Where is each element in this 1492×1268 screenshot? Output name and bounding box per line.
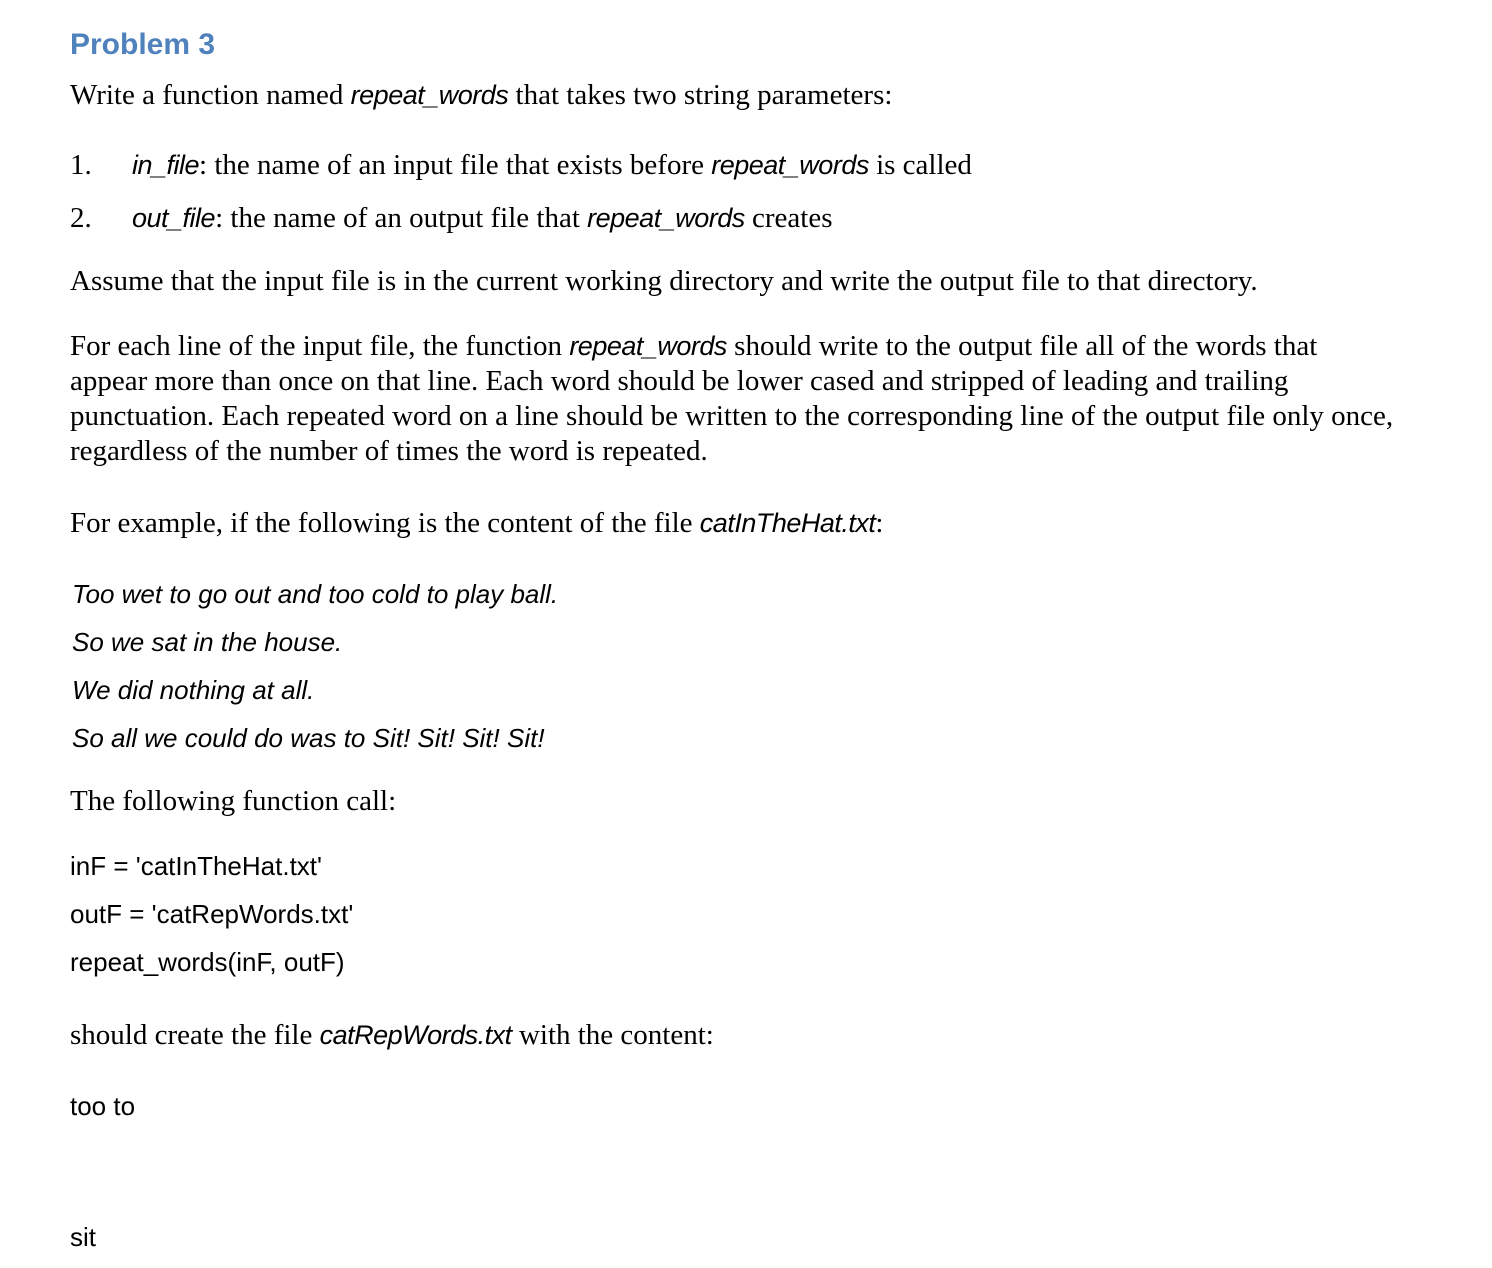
code-line: inF = 'catInTheHat.txt' bbox=[70, 851, 322, 881]
example-line: So we sat in the house. bbox=[72, 627, 343, 657]
desc-post: should write to the output file all of the words that appear more than once on that line. Each word should be lower cased and stripped of leading and trailing punctuation. Each repeated word on a line should be written to the corresponding line of the output file only once, regardless of the number of times the word is repeated. bbox=[70, 330, 1394, 467]
param-number: 2. bbox=[70, 202, 92, 234]
output-line: too to bbox=[70, 1091, 136, 1121]
call-intro: The following function call: bbox=[70, 785, 397, 817]
example-intro-pre: For example, if the following is the content of the file bbox=[70, 507, 700, 539]
desc-pre: For each line of the input file, the function bbox=[70, 330, 570, 362]
param-function-name: repeat_words bbox=[711, 150, 869, 180]
code-line: outF = 'catRepWords.txt' bbox=[70, 899, 354, 929]
intro-paragraph bbox=[70, 78, 892, 113]
param-desc: : the name of an output file that bbox=[215, 202, 588, 234]
description-paragraph bbox=[70, 329, 1400, 469]
param-post: creates bbox=[744, 202, 833, 234]
result-intro-post: with the content: bbox=[511, 1019, 714, 1051]
param-item-2 bbox=[70, 201, 833, 236]
example-line: Too wet to go out and too cold to play ball. bbox=[72, 579, 559, 609]
param-name: in_file bbox=[132, 150, 200, 180]
intro-function-name: repeat_words bbox=[350, 80, 509, 110]
param-function-name: repeat_words bbox=[587, 203, 745, 233]
param-number: 1. bbox=[70, 149, 92, 181]
example-line: We did nothing at all. bbox=[72, 675, 315, 705]
result-intro bbox=[70, 1018, 714, 1053]
example-file-name: catInTheHat.txt bbox=[699, 508, 876, 538]
output-line: sit bbox=[70, 1222, 96, 1252]
param-name: out_file bbox=[132, 203, 216, 233]
result-file-name: catRepWords.txt bbox=[319, 1020, 512, 1050]
param-post: is called bbox=[868, 149, 972, 181]
intro-post: that takes two string parameters: bbox=[508, 79, 893, 111]
code-line: repeat_words(inF, outF) bbox=[70, 947, 345, 977]
desc-function-name: repeat_words bbox=[569, 331, 727, 361]
example-intro-post: : bbox=[875, 507, 884, 539]
result-intro-pre: should create the file bbox=[70, 1019, 320, 1051]
param-desc: : the name of an input file that exists before bbox=[199, 149, 712, 181]
param-item-1 bbox=[70, 148, 972, 183]
intro-pre: Write a function named bbox=[70, 79, 351, 111]
assume-paragraph: Assume that the input file is in the current working directory and write the output file to that directory. bbox=[70, 265, 1258, 297]
problem-title: Problem 3 bbox=[70, 28, 216, 61]
example-intro bbox=[70, 506, 883, 541]
example-line: So all we could do was to Sit! Sit! Sit! Sit! bbox=[72, 723, 545, 753]
